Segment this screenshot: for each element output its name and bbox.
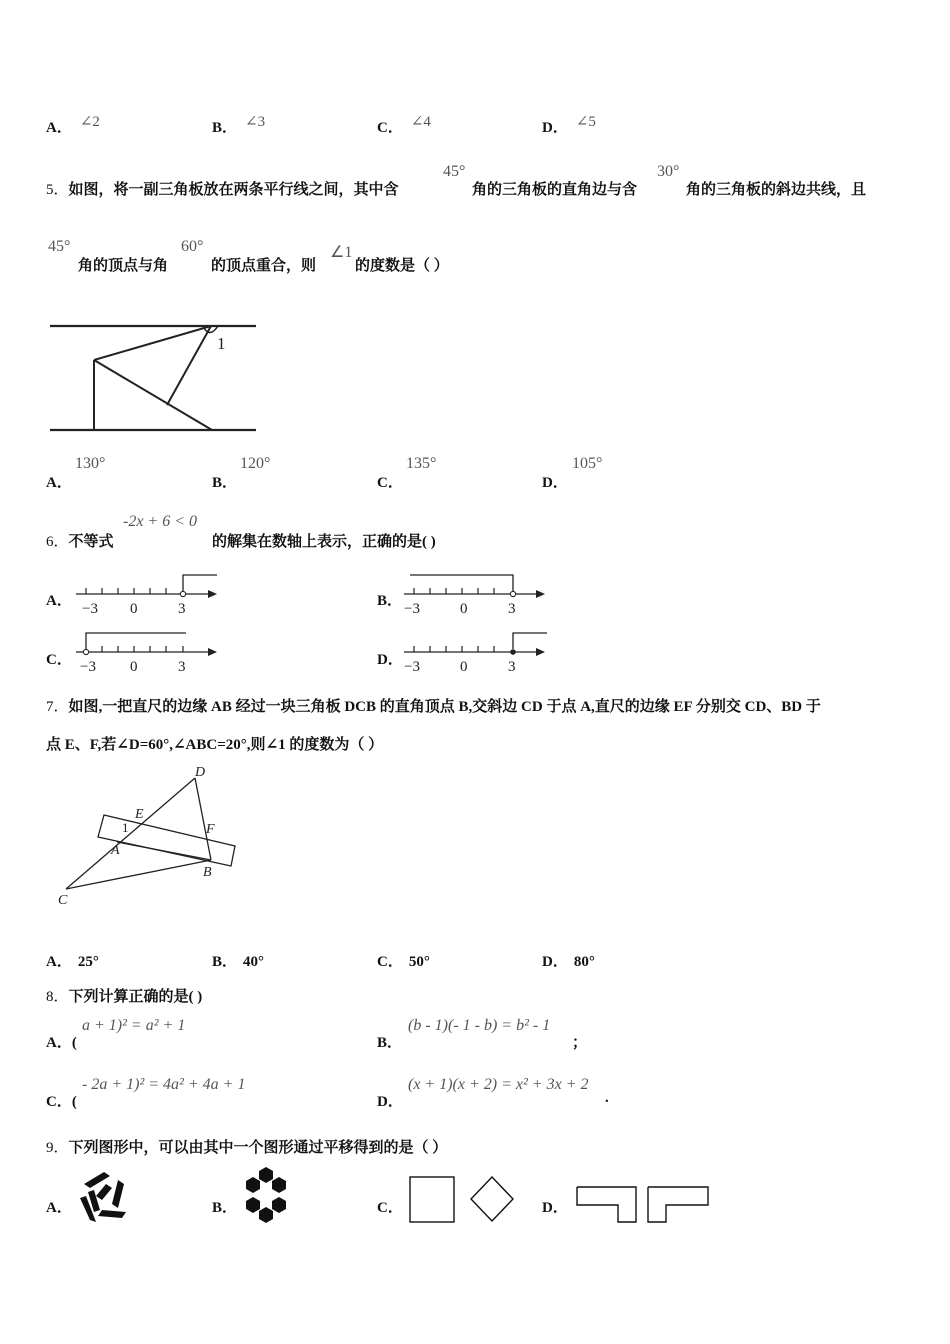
option-label: D． <box>542 120 568 136</box>
q5-text: 角的三角板的直角边与含 <box>472 182 638 198</box>
option-value: ∠5 <box>575 114 596 130</box>
q9-line <box>46 1136 447 1157</box>
q5-option-a <box>46 471 72 492</box>
q8-line <box>46 985 202 1006</box>
option-value: ∠3 <box>245 114 266 130</box>
tick-label: 0 <box>130 659 138 675</box>
tick-label: −3 <box>404 601 420 617</box>
tick-label: −3 <box>80 659 96 675</box>
fig-label-a: A <box>111 843 120 858</box>
tick-label: 0 <box>460 659 468 675</box>
tick-label: 0 <box>460 601 468 617</box>
q4-option-b <box>212 114 266 137</box>
q8-option-d-expr: (x + 1)(x + 2) = x² + 3x + 2 <box>408 1076 589 1093</box>
tick-label: −3 <box>404 659 420 675</box>
option-label: B． <box>212 120 238 136</box>
q6-option-b-numberline <box>400 570 550 620</box>
option-label: A． <box>46 120 72 136</box>
q5-angle-30: 30° <box>657 163 680 180</box>
q4-option-c <box>377 114 431 137</box>
q4-option-a <box>46 114 100 137</box>
q8-option-c-expr: - 2a + 1)² = 4a² + 4a + 1 <box>82 1076 246 1093</box>
option-label: A． <box>46 954 72 970</box>
q5-option-b <box>212 471 237 492</box>
option-value: 50° <box>408 954 430 970</box>
option-value: 40° <box>243 954 265 970</box>
q5-text: 角的顶点与角 <box>78 258 169 274</box>
q8-option-d-label: D． <box>377 1094 403 1110</box>
fig-label-b: B <box>203 865 212 880</box>
q5-text: 的度数是（ ） <box>355 258 449 274</box>
q5-figure <box>46 318 261 438</box>
q6-option-a-label: A． <box>46 593 72 609</box>
option-value: 120° <box>240 455 271 472</box>
q5-option-c <box>377 471 403 492</box>
q8-option-a-label: A．( <box>46 1035 77 1051</box>
q9-option-b-shape <box>238 1165 294 1225</box>
q6-option-b-label: B． <box>377 593 403 609</box>
q9-option-c-shape <box>406 1174 518 1226</box>
q5-angle-60: 60° <box>181 238 204 255</box>
tick-label: −3 <box>82 601 98 617</box>
fig-label-f: F <box>206 822 215 837</box>
q9-option-d-shape <box>574 1184 714 1226</box>
q8-option-d-tail: . <box>605 1090 609 1106</box>
tick-label: 3 <box>178 659 186 675</box>
option-label: C． <box>377 475 403 491</box>
q7-option-a <box>46 950 99 971</box>
q8-option-b-expr: (b - 1)(- 1 - b) = b² - 1 <box>408 1017 551 1034</box>
q7-text: 如图,一把直尺的边缘 AB 经过一块三角板 DCB 的直角顶点 B,交斜边 CD 于点 A,直尺的边缘 EF 分别交 CD、BD 于 <box>68 699 821 715</box>
question-number: 6． <box>46 534 69 550</box>
q7-figure <box>52 758 252 910</box>
q7-option-d <box>542 950 595 971</box>
option-value: 135° <box>406 455 437 472</box>
q9-option-a-shape <box>78 1170 130 1226</box>
question-number: 7． <box>46 699 69 715</box>
q5-line1 <box>46 178 399 199</box>
tick-label: 3 <box>508 601 516 617</box>
q8-option-a-expr: a + 1)² = a² + 1 <box>82 1017 186 1034</box>
q9-option-b-label: B． <box>212 1200 238 1216</box>
option-label: B． <box>212 475 238 491</box>
fig-label-e: E <box>135 807 144 822</box>
tick-label: 0 <box>130 601 138 617</box>
q4-option-d <box>542 114 596 137</box>
question-number: 5． <box>46 182 69 198</box>
option-value: ∠4 <box>410 114 431 130</box>
option-value: 80° <box>573 954 595 970</box>
q5-fig-label-1: 1 <box>217 334 226 353</box>
q5-text: 角的三角板的斜边共线，且 <box>686 182 867 198</box>
q6-text: 的解集在数轴上表示，正确的是( ) <box>212 534 436 550</box>
option-value: ∠2 <box>79 114 100 130</box>
q6-text: 不等式 <box>68 534 114 550</box>
option-label: D． <box>542 954 568 970</box>
q9-option-c-label: C． <box>377 1200 403 1216</box>
option-value: 25° <box>77 954 99 970</box>
q8-option-b-label: B． <box>377 1035 403 1051</box>
q5-angle-45b: 45° <box>48 238 71 255</box>
q5-angle-45: 45° <box>443 163 466 180</box>
q7-option-b <box>212 950 264 971</box>
q6-option-a-numberline <box>72 570 222 620</box>
fig-label-c: C <box>58 893 68 908</box>
q8-option-c-label: C．( <box>46 1094 77 1110</box>
q9-text: 下列图形中，可以由其中一个图形通过平移得到的是（ ） <box>68 1140 448 1156</box>
question-number: 9． <box>46 1140 69 1156</box>
q6-option-d-label: D． <box>377 652 403 668</box>
q6-line <box>46 530 114 551</box>
q9-option-a-label: A． <box>46 1200 72 1216</box>
q7-line2: 点 E、F,若∠D=60°,∠ABC=20°,则∠1 的度数为（ ） <box>46 737 384 753</box>
q7-option-c <box>377 950 430 971</box>
tick-label: 3 <box>178 601 186 617</box>
q5-angle-1: ∠1 <box>330 244 353 261</box>
fig-label-d: D <box>195 765 206 780</box>
q5-option-d <box>542 471 568 492</box>
option-value: 105° <box>572 455 603 472</box>
option-label: C． <box>377 120 403 136</box>
q5-text: 的顶点重合，则 <box>211 258 317 274</box>
option-value: 130° <box>75 455 106 472</box>
q6-option-c-label: C． <box>46 652 72 668</box>
option-label: A． <box>46 475 72 491</box>
q9-option-d-label: D． <box>542 1200 568 1216</box>
q7-line1 <box>46 695 821 716</box>
q6-option-d-numberline <box>400 628 550 678</box>
option-label: B． <box>212 954 238 970</box>
fig-label-1: 1 <box>122 820 129 835</box>
q8-text: 下列计算正确的是( ) <box>68 989 203 1005</box>
q6-option-c-numberline <box>72 628 222 678</box>
option-label: D． <box>542 475 568 491</box>
tick-label: 3 <box>508 659 516 675</box>
option-label: C． <box>377 954 403 970</box>
q5-text: 如图，将一副三角板放在两条平行线之间，其中含 <box>68 182 399 198</box>
q8-option-b-tail: ； <box>572 1035 588 1051</box>
question-number: 8． <box>46 989 69 1005</box>
q6-expression: -2x + 6 < 0 <box>123 513 198 530</box>
